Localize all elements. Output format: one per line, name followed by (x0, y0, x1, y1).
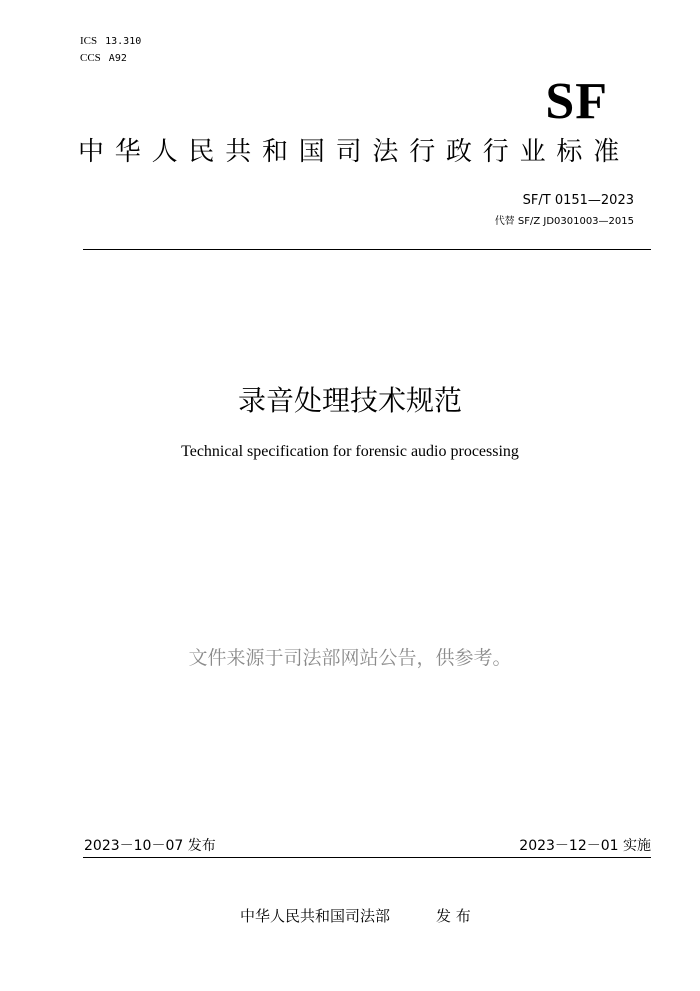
source-notice: 文件来源于司法部网站公告，供参考。 (188, 647, 512, 669)
industry-standard-title: 中华人民共和国司法行政行业标准 (78, 137, 631, 167)
issuer-action: 发 布 (436, 907, 471, 925)
replaces-standard: 代替 SF/Z JD0301003—2015 (494, 216, 634, 227)
document-title-chinese: 录音处理技术规范 (237, 384, 462, 417)
standard-number: SF/T 0151—2023 (522, 193, 634, 208)
issuer-name: 中华人民共和国司法部 (240, 907, 391, 925)
ics-code: 13.310 (105, 36, 142, 47)
ics-label: ICS (80, 35, 98, 47)
document-title-english: Technical specification for forensic audio processing (181, 443, 519, 460)
publish-date: 2023－10－07 发布 (84, 838, 216, 854)
ccs-classification (80, 51, 127, 66)
sf-logo: SF (545, 73, 608, 130)
ccs-code: A92 (108, 53, 127, 64)
ccs-label: CCS (80, 52, 101, 64)
header-divider (83, 249, 651, 250)
ics-classification (80, 34, 141, 49)
date-divider (83, 857, 651, 858)
effective-date: 2023－12－01 实施 (519, 838, 651, 854)
